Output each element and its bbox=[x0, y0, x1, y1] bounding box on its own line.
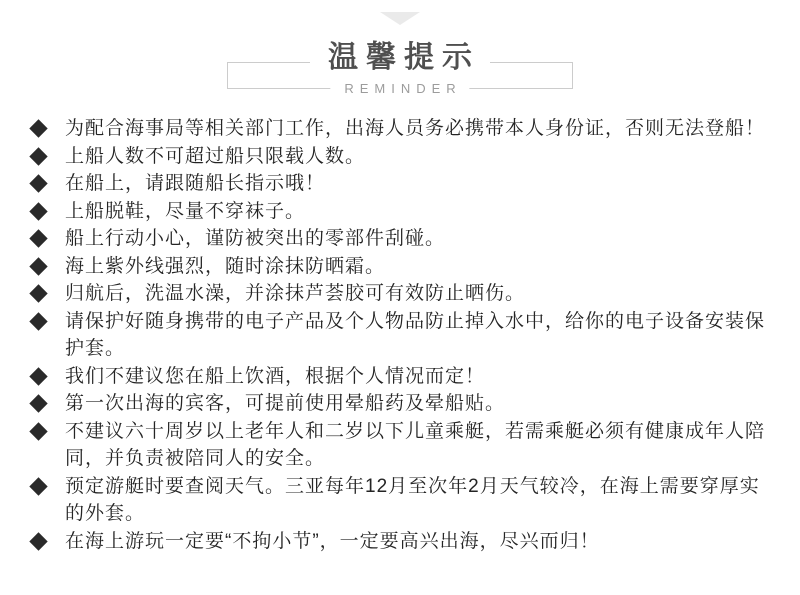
tip-text: 为配合海事局等相关部门工作，出海人员务必携带本人身份证，否则无法登船！ bbox=[65, 118, 766, 139]
diamond-bullet-icon bbox=[29, 174, 47, 192]
title-frame bbox=[227, 41, 573, 96]
diamond-bullet-icon bbox=[29, 257, 47, 275]
tip-item bbox=[30, 225, 771, 253]
tip-item bbox=[30, 198, 771, 226]
diamond-bullet-icon bbox=[29, 119, 47, 137]
tip-item bbox=[30, 170, 771, 198]
page-subtitle: REMINDER bbox=[330, 82, 469, 95]
tip-text: 我们不建议您在船上饮酒，根据个人情况而定！ bbox=[65, 365, 486, 387]
tip-item bbox=[30, 253, 771, 281]
tip-item bbox=[30, 418, 771, 473]
tip-text: 第一次出海的宾客，可提前使用晕船药及晕船贴。 bbox=[65, 393, 506, 414]
diamond-bullet-icon bbox=[29, 284, 47, 302]
tip-item bbox=[30, 280, 771, 308]
tip-text: 预定游艇时要查阅天气。三亚每年12月至次年2月天气较冷，在海上需要穿厚实的外套。 bbox=[65, 475, 760, 524]
reminder-notice-page bbox=[0, 12, 800, 595]
tip-item bbox=[30, 115, 771, 143]
diamond-bullet-icon bbox=[29, 477, 47, 495]
diamond-bullet-icon bbox=[29, 202, 47, 220]
tip-text: 船上行动小心，谨防被突出的零部件刮碰。 bbox=[65, 228, 446, 249]
tip-text: 上船人数不可超过船只限载人数。 bbox=[65, 145, 366, 167]
tip-text: 海上紫外线强烈，随时涂抹防晒霜。 bbox=[65, 255, 386, 277]
tip-text: 不建议六十周岁以上老年人和二岁以下儿童乘艇，若需乘艇必须有健康成年人陪同，并负责被陪同人的安全。 bbox=[65, 420, 766, 469]
tips-list bbox=[30, 115, 771, 555]
tip-item bbox=[30, 528, 771, 556]
page-title: 温馨提示 bbox=[310, 43, 490, 73]
tip-item bbox=[30, 143, 771, 171]
tip-text: 上船脱鞋，尽量不穿袜子。 bbox=[65, 200, 306, 222]
diamond-bullet-icon bbox=[29, 367, 47, 385]
tip-item bbox=[30, 308, 771, 363]
diamond-bullet-icon bbox=[29, 229, 47, 247]
diamond-bullet-icon bbox=[29, 312, 47, 330]
diamond-bullet-icon bbox=[29, 422, 47, 440]
tip-text: 在船上，请跟随船长指示哦！ bbox=[65, 173, 326, 194]
tip-item bbox=[30, 390, 771, 418]
down-triangle-icon bbox=[380, 12, 420, 25]
diamond-bullet-icon bbox=[29, 532, 47, 550]
tip-text: 在海上游玩一定要“不拘小节”，一定要高兴出海，尽兴而归！ bbox=[65, 530, 600, 552]
tip-item bbox=[30, 473, 771, 528]
tip-item bbox=[30, 363, 771, 391]
tip-text: 归航后，洗温水澡，并涂抹芦荟胶可有效防止晒伤。 bbox=[65, 283, 526, 304]
diamond-bullet-icon bbox=[29, 147, 47, 165]
diamond-bullet-icon bbox=[29, 394, 47, 412]
tip-text: 请保护好随身携带的电子产品及个人物品防止掉入水中，给你的电子设备安装保护套。 bbox=[65, 310, 766, 359]
